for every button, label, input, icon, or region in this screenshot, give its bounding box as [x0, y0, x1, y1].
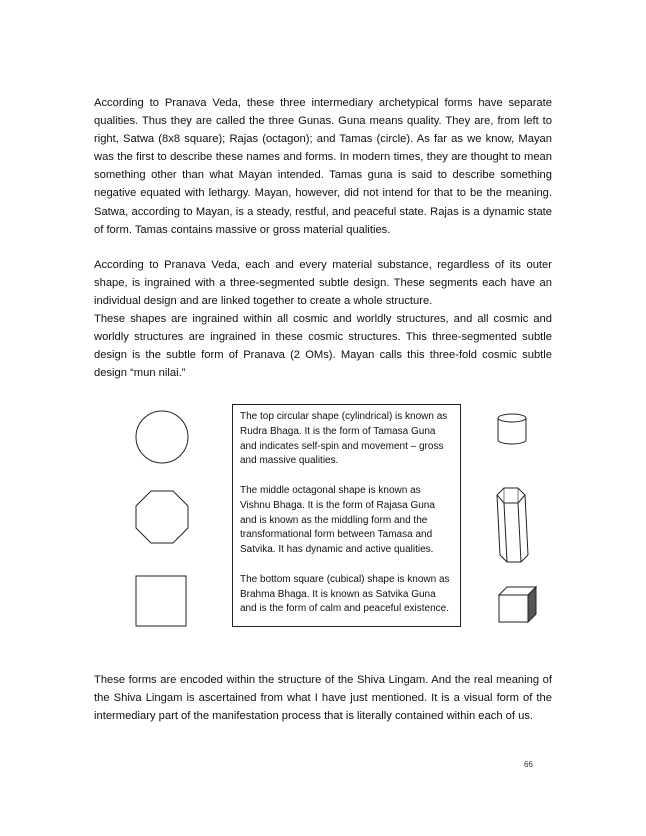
paragraph-shiva-lingam: These forms are encoded within the structure of the Shiva Lingam. And the real meaning of the Shiva Lingam is ascertained from what I have just mentioned. It is a visual form of the intermediary part of the manifestation process that is literally contained within each of us.	[94, 674, 552, 723]
cube-shape	[496, 585, 542, 625]
square-shape	[134, 574, 190, 630]
octagon-shape	[134, 489, 190, 545]
vishnu-bhaga-text: The middle octagonal shape is known as Vishnu Bhaga. It is the form of Rajasa Guna and is known as the middling form and the transformational form between Tamasa and Satvika. It has dynamic and active qualities.	[240, 484, 435, 556]
paragraph-gunas: According to Pranava Veda, these three intermediary archetypical forms have separate qualities. Thus they are called the three Gunas. Guna means quality. They are, from left to right, Satwa (8x8 square); Rajas (octagon); and Tamas (circle). As far as we know, Mayan was the first to describe these names and forms. In modern times, they are thought to mean something other than what Mayan intended. Tamas guna is said to describe something negative equated with lethargy. Mayan, however, did not intend for that to be the meaning. Satwa, according to Mayan, is a steady, restful, and peaceful state. Rajas is a dynamic state of form. Tamas contains massive or gross material qualities.	[94, 97, 552, 236]
bhaga-callout-box	[232, 404, 461, 627]
brahma-bhaga-text: The bottom square (cubical) shape is known as Brahma Bhaga. It is known as Satvika Guna and is the form of calm and peaceful existence.	[240, 573, 450, 615]
paragraph-three-segmented-design: According to Pranava Veda, each and every material substance, regardless of its outer shape, is ingrained with a three-segmented subtle design. These segments each have an individual design and are linked together to create a whole structure.	[94, 259, 552, 308]
page-number: 66	[524, 760, 533, 769]
octagonal-prism-shape	[492, 485, 534, 565]
circle-shape	[134, 409, 190, 465]
paragraph-mun-nilai: These shapes are ingrained within all cosmic and worldly structures, and all cosmic and worldly structures are ingrained in these cosmic structures. This three-segmented subtle design is the subtle form of Pranava (2 OMs). Mayan calls this three-fold cosmic subtle design “mun nilai.”	[94, 313, 552, 380]
rudra-bhaga-text: The top circular shape (cylindrical) is known as Rudra Bhaga. It is the form of Tamasa Guna and indicates self-spin and movement – gross and massive qualities.	[240, 411, 448, 467]
cylinder-shape	[494, 412, 530, 446]
